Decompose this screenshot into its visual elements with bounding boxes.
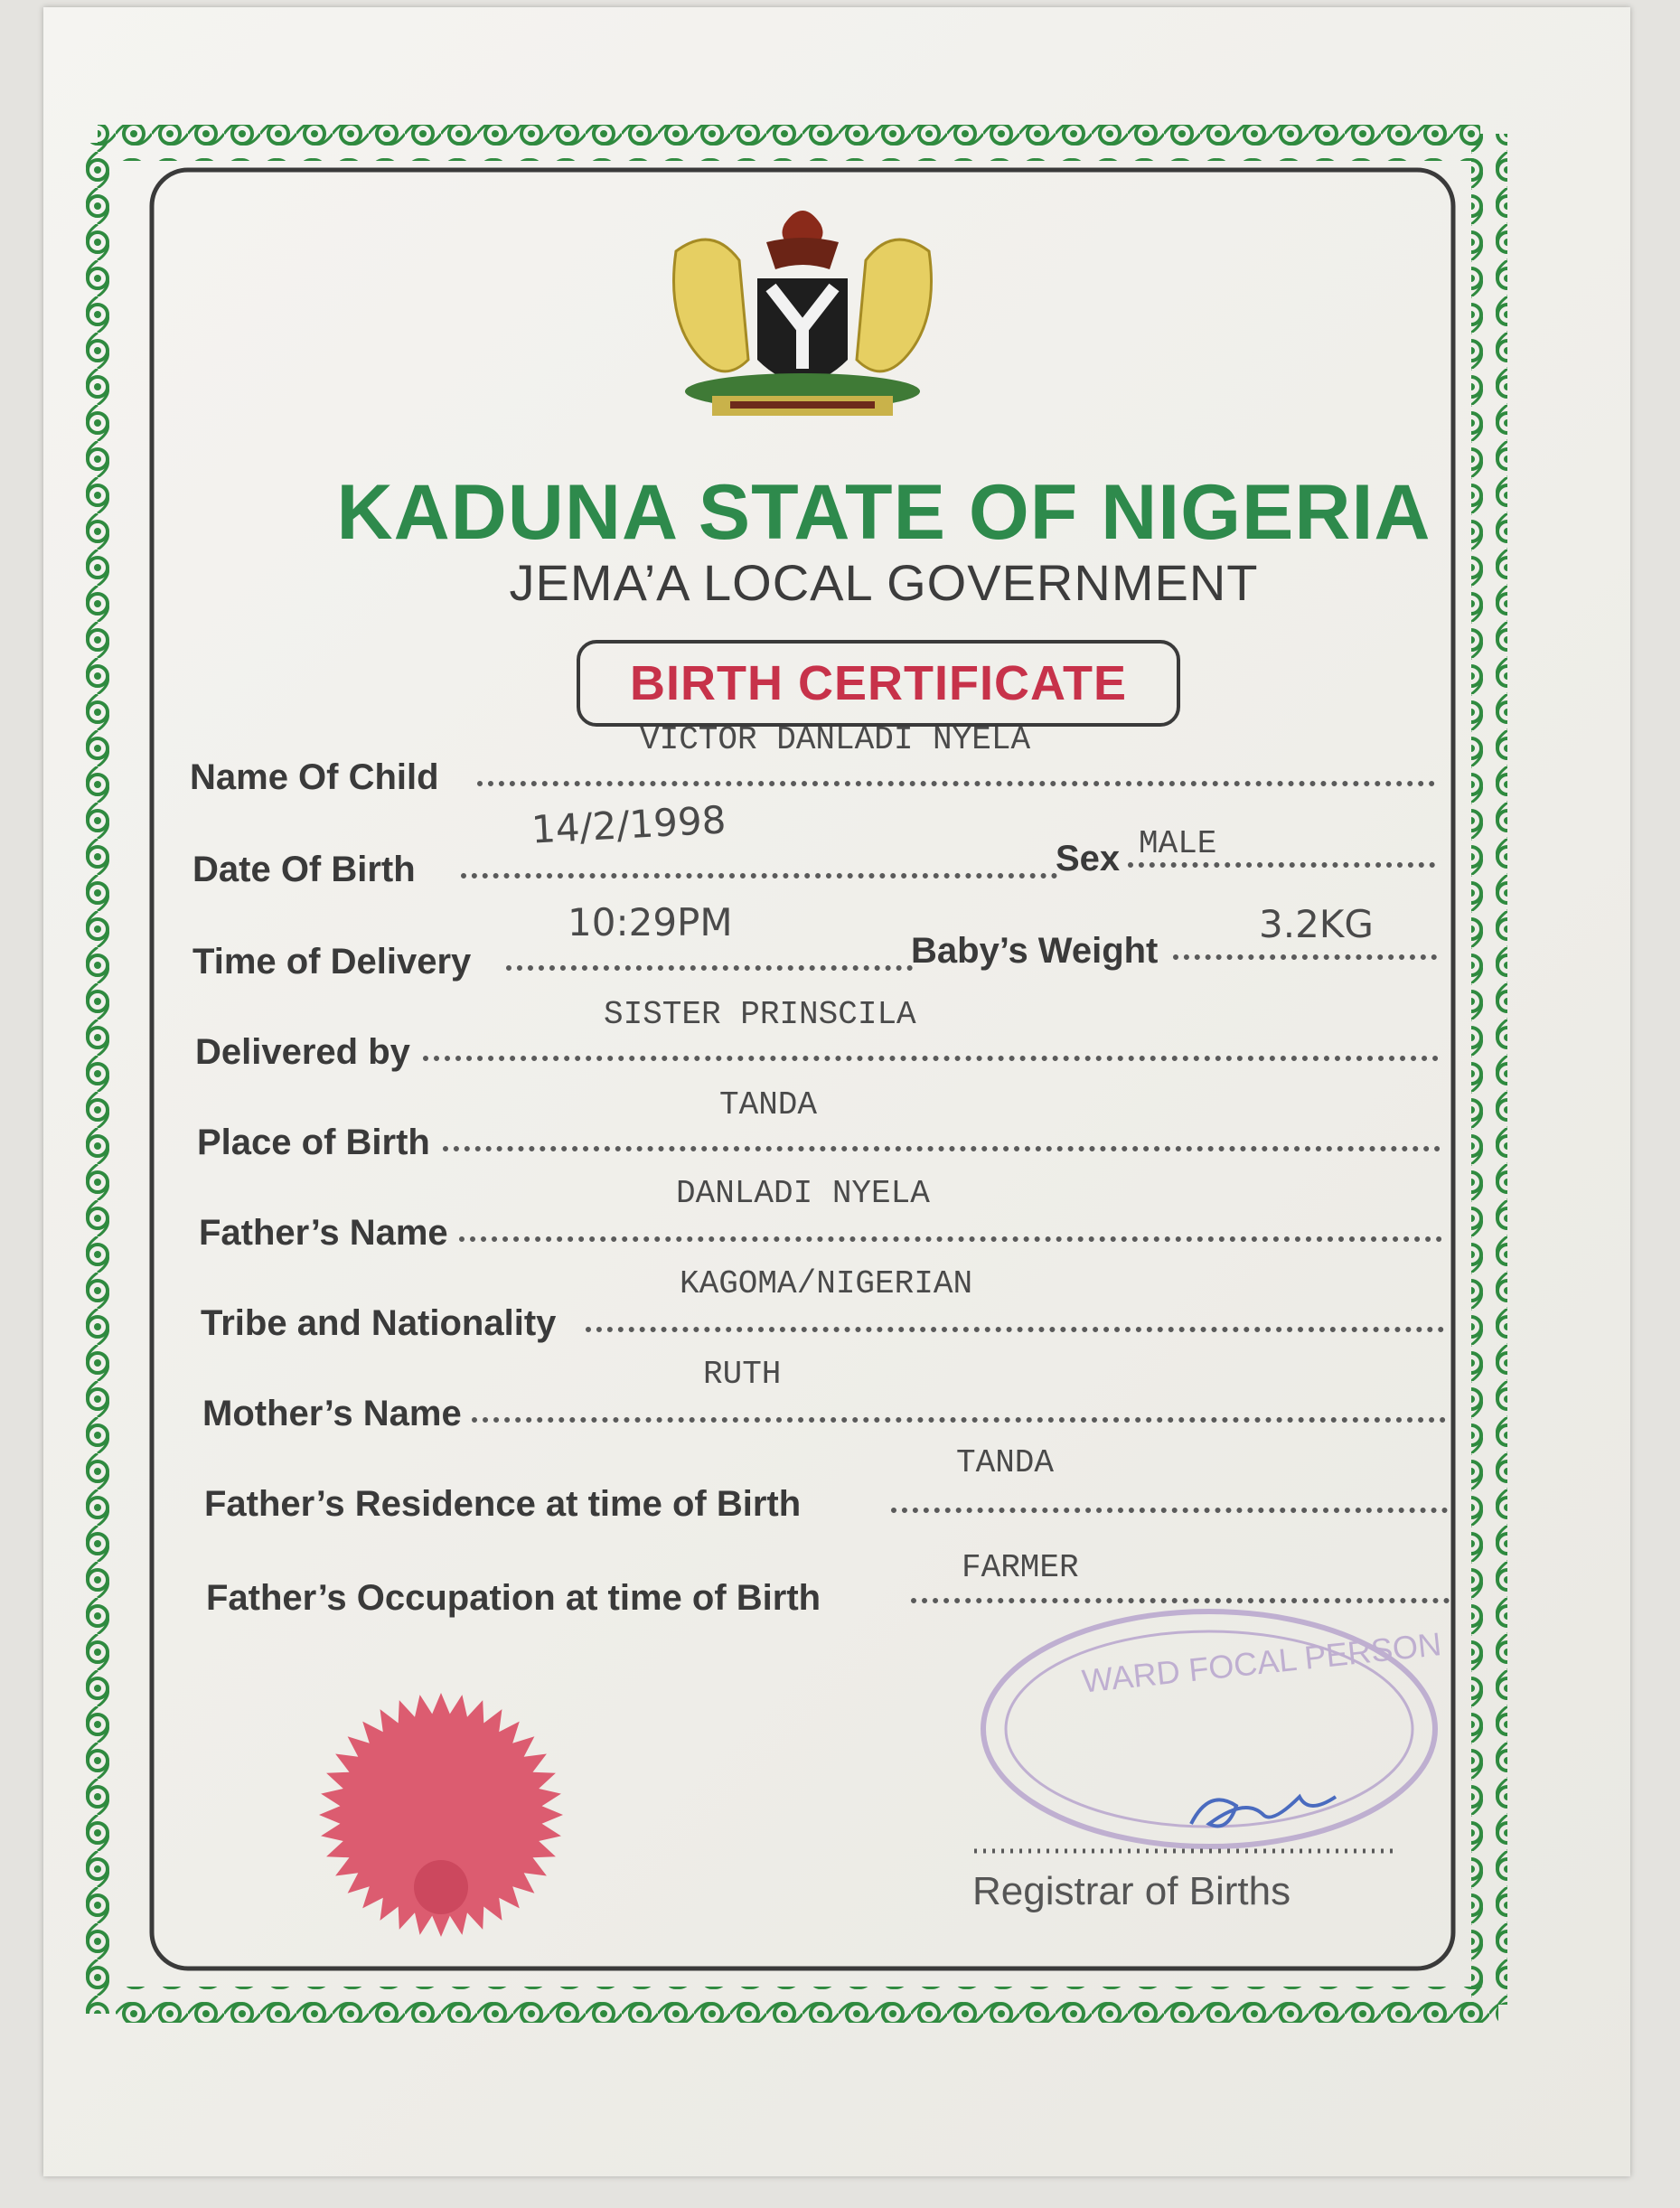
field-line bbox=[891, 1508, 1448, 1513]
field-label-fathers-name: Father’s Name bbox=[199, 1213, 448, 1253]
field-label-sex: Sex bbox=[1056, 839, 1121, 879]
certificate-border bbox=[43, 7, 1630, 2176]
field-line bbox=[459, 1236, 1442, 1242]
field-line bbox=[472, 1417, 1446, 1423]
field-value-place-of-birth: TANDA bbox=[719, 1086, 818, 1123]
field-value-name-of-child: VICTOR DANLADI NYELA bbox=[640, 721, 1031, 758]
field-label-mothers-name: Mother’s Name bbox=[202, 1394, 462, 1433]
stamp-text: WARD FOCAL PERSON bbox=[1080, 1625, 1443, 1700]
field-value-delivered-by: SISTER PRINSCILA bbox=[604, 996, 916, 1033]
field-label-fathers-residence: Father’s Residence at time of Birth bbox=[204, 1484, 802, 1524]
border-right bbox=[1471, 134, 1507, 2005]
field-label-fathers-occupation: Father’s Occupation at time of Birth bbox=[206, 1578, 821, 1618]
field-value-sex: MALE bbox=[1139, 825, 1217, 862]
field-line bbox=[586, 1327, 1444, 1332]
ward-stamp-icon bbox=[983, 1611, 1443, 1846]
field-line bbox=[443, 1146, 1441, 1151]
certificate-paper bbox=[43, 7, 1630, 2176]
field-value-tribe-nationality: KAGOMA/NIGERIAN bbox=[680, 1265, 973, 1302]
field-label-time-of-delivery: Time of Delivery bbox=[192, 942, 472, 982]
registrar-label: Registrar of Births bbox=[972, 1869, 1291, 1913]
border-top bbox=[98, 125, 1480, 161]
field-line bbox=[461, 873, 1057, 879]
document-title: BIRTH CERTIFICATE bbox=[577, 640, 1180, 727]
field-value-fathers-name: DANLADI NYELA bbox=[676, 1175, 930, 1212]
field-value-babys-weight: 3.2KG bbox=[1259, 902, 1374, 946]
field-label-babys-weight: Baby’s Weight bbox=[911, 931, 1159, 971]
field-value-mothers-name: RUTH bbox=[703, 1356, 782, 1393]
field-value-fathers-occupation: FARMER bbox=[962, 1549, 1079, 1586]
field-line bbox=[477, 781, 1435, 786]
field-line bbox=[911, 1598, 1450, 1603]
field-value-date-of-birth: 14/2/1998 bbox=[530, 797, 727, 852]
border-bottom bbox=[116, 1987, 1498, 2023]
field-label-name-of-child: Name Of Child bbox=[190, 757, 439, 797]
field-line bbox=[1173, 954, 1437, 960]
local-government-title: JEMA’A LOCAL GOVERNMENT bbox=[509, 554, 1259, 611]
border-left bbox=[80, 143, 116, 2014]
state-title: KADUNA STATE OF NIGERIA bbox=[336, 469, 1431, 556]
field-line bbox=[1128, 862, 1435, 868]
field-label-delivered-by: Delivered by bbox=[195, 1032, 410, 1072]
field-value-time-of-delivery: 10:29PM bbox=[568, 900, 733, 944]
coat-of-arms-icon bbox=[674, 211, 932, 416]
field-label-tribe-nationality: Tribe and Nationality bbox=[201, 1303, 557, 1343]
field-line bbox=[423, 1056, 1439, 1061]
field-label-date-of-birth: Date Of Birth bbox=[192, 850, 416, 889]
red-seal-icon bbox=[319, 1693, 563, 1937]
field-line bbox=[506, 965, 913, 971]
field-label-place-of-birth: Place of Birth bbox=[197, 1123, 430, 1162]
field-value-fathers-residence: TANDA bbox=[956, 1444, 1055, 1481]
